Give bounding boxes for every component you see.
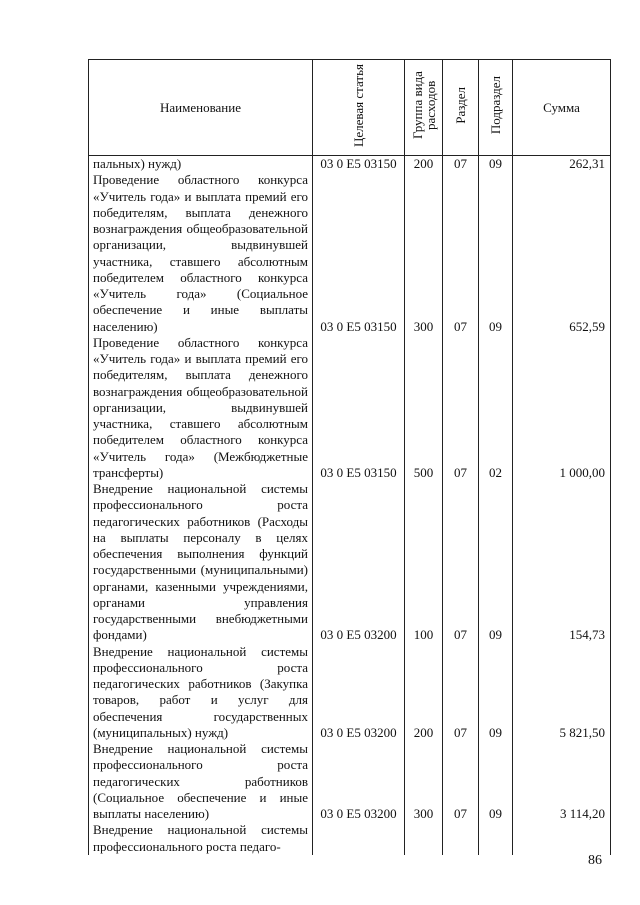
row-section: 07: [443, 741, 479, 822]
row-expense-group: 200: [405, 644, 443, 742]
row-expense-group: [405, 822, 443, 855]
budget-table-container: [88, 59, 610, 855]
row-sum: 5 821,50: [513, 644, 611, 742]
row-target-article: [313, 822, 405, 855]
table-row: [89, 335, 611, 481]
budget-table: [88, 59, 611, 855]
row-target-article: 03 0 Е5 03200: [313, 644, 405, 742]
row-subsection: 09: [479, 172, 513, 335]
row-subsection: 09: [479, 741, 513, 822]
row-subsection: 09: [479, 156, 513, 173]
table-row: [89, 822, 611, 855]
row-section: 07: [443, 172, 479, 335]
header-sum: Сумма: [513, 60, 611, 156]
row-expense-group: 300: [405, 741, 443, 822]
row-sum: 262,31: [513, 156, 611, 173]
header-name: Наименование: [89, 60, 313, 156]
table-row: [89, 741, 611, 822]
row-target-article: 03 0 Е5 03150: [313, 335, 405, 481]
page-number: 86: [588, 853, 602, 868]
row-section: 07: [443, 335, 479, 481]
row-section: 07: [443, 644, 479, 742]
row-target-article: 03 0 Е5 03150: [313, 156, 405, 173]
row-section: 07: [443, 481, 479, 644]
row-name: Внедрение национальной системы профессионального роста педаго-: [89, 822, 313, 855]
header-subsection: Подраздел: [479, 60, 513, 156]
row-subsection: 09: [479, 481, 513, 644]
row-sum: 3 114,20: [513, 741, 611, 822]
header-expense-group: Группа вида расходов: [405, 60, 443, 156]
row-name: Внедрение национальной системы профессионального роста педагогических работников (Расходы на выплаты персоналу в целях обеспечения выполнения функций государственными (муниципальными) органами, казенными учреждениями, органами управления государственными внебюджетными фондами): [89, 481, 313, 644]
row-expense-group: 100: [405, 481, 443, 644]
row-name: Проведение областного конкурса «Учитель года» и выплата премий его победителям, выплата денежного вознаграждения общеобразовательной организации, выдвинувшей участника, ставшего абсолютным победителем областного конкурса «Учитель года» (Социальное обеспечение и иные выплаты населению): [89, 172, 313, 335]
row-expense-group: 300: [405, 172, 443, 335]
row-sum: 652,59: [513, 172, 611, 335]
row-subsection: 02: [479, 335, 513, 481]
table-row: [89, 172, 611, 335]
row-target-article: 03 0 Е5 03150: [313, 172, 405, 335]
row-subsection: 09: [479, 644, 513, 742]
header-section: Раздел: [443, 60, 479, 156]
row-subsection: [479, 822, 513, 855]
row-section: 07: [443, 156, 479, 173]
row-sum: 154,73: [513, 481, 611, 644]
table-header: [89, 60, 611, 156]
row-target-article: 03 0 Е5 03200: [313, 481, 405, 644]
row-section: [443, 822, 479, 855]
row-name: Проведение областного конкурса «Учитель года» и выплата премий его победителям, выплата денежного вознаграждения общеобразовательной организации, выдвинувшей участника, ставшего абсолютным победителем областного конкурса «Учитель года» (Межбюджетные трансферты): [89, 335, 313, 481]
header-target-article: Целевая статья: [313, 60, 405, 156]
table-row: [89, 481, 611, 644]
row-sum: [513, 822, 611, 855]
table-body: [89, 156, 611, 855]
table-row: [89, 156, 611, 173]
row-name: Внедрение национальной системы профессионального роста педагогических работников (Социальное обеспечение и иные выплаты населению): [89, 741, 313, 822]
row-name: Внедрение национальной системы профессионального роста педагогических работников (Закупка товаров, работ и услуг для обеспечения государственных (муниципальных) нужд): [89, 644, 313, 742]
row-sum: 1 000,00: [513, 335, 611, 481]
row-name: пальных) нужд): [89, 156, 313, 173]
table-row: [89, 644, 611, 742]
row-expense-group: 200: [405, 156, 443, 173]
row-expense-group: 500: [405, 335, 443, 481]
row-target-article: 03 0 Е5 03200: [313, 741, 405, 822]
